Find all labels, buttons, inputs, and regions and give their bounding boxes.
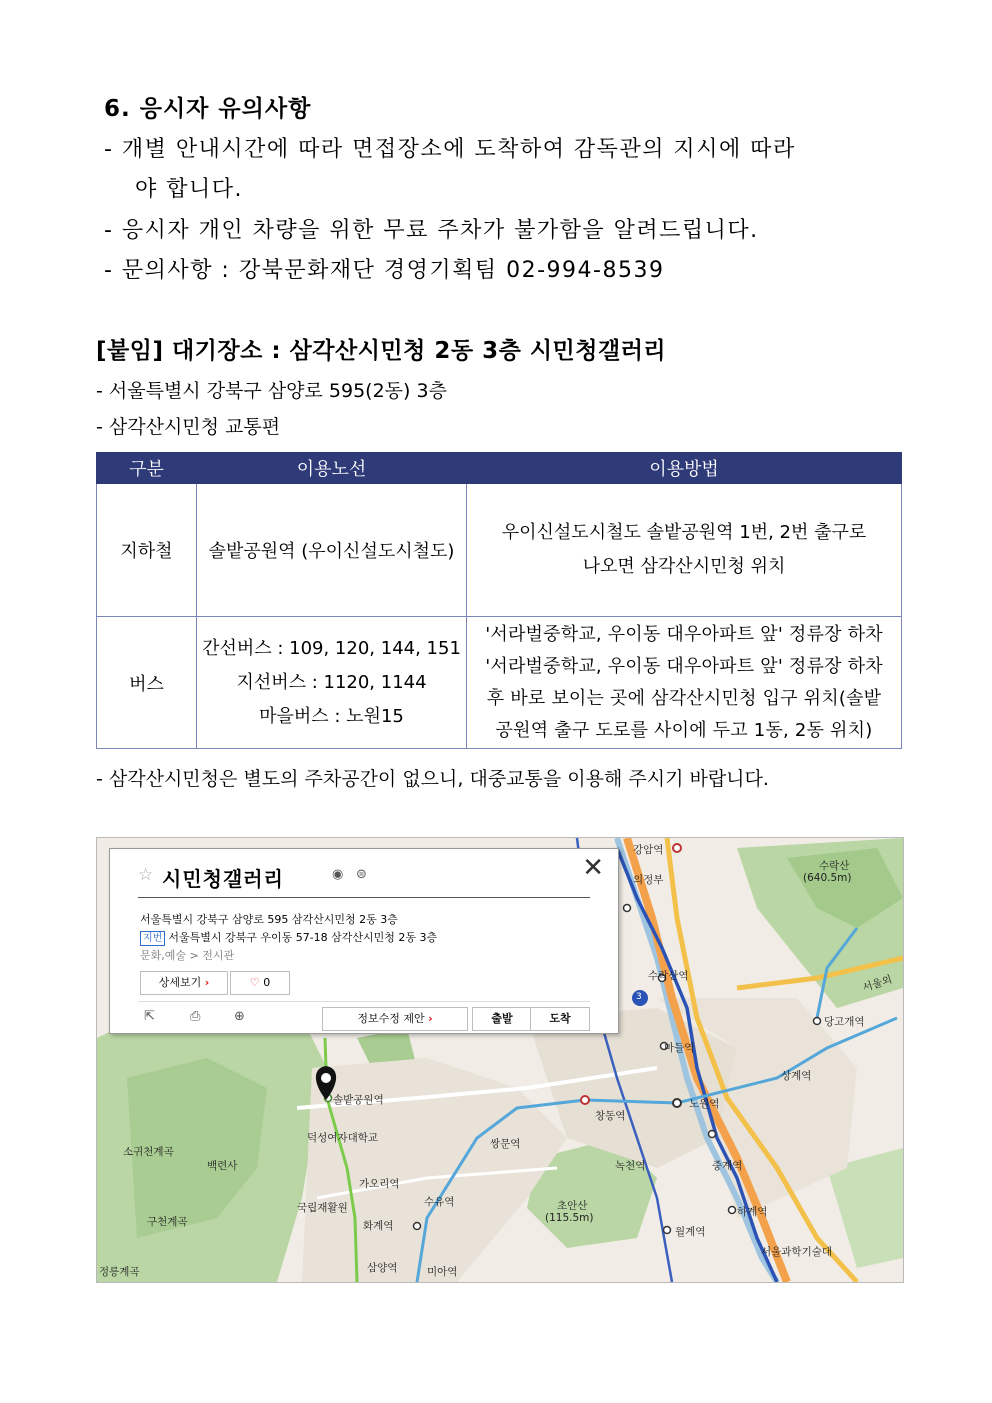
map-label-hwagye: 화계역 [363,1220,394,1232]
jibun-address [140,929,437,946]
bus-route-2: 지선버스 : 1120, 1144 [236,671,427,693]
share-icon[interactable]: ⇱ [144,1009,155,1024]
section-heading: 6. 응시자 유의사항 [104,96,312,122]
bus-method-line-2: '서라벌중학교, 우이동 대우아파트 앞' 정류장 하차 [485,655,883,677]
bus-method [467,617,902,749]
map-label-nowon: 노원역 [689,1098,720,1110]
subway-method-line-1: 우이신설도시철도 솔밭공원역 1번, 2번 출구로 [501,522,867,543]
header-method: 이용방법 [467,453,902,484]
map-label-suraksan-height: (640.5m) [803,872,852,884]
map-label-miya: 미아역 [427,1266,458,1278]
transport-table [96,452,902,749]
bullet-1-cont: 야 합니다. [135,177,243,202]
popup-title: 시민청갤러리 [162,867,284,891]
map-label-baekryeon: 백련사 [207,1160,238,1172]
map-label-line3: 3 [636,992,642,1002]
star-icon[interactable]: ☆ [138,865,154,885]
subway-method [467,484,902,617]
map-label-changdong: 창동역 [595,1110,626,1122]
map-label-nokcheon: 녹천역 [615,1160,646,1172]
bus-type: 버스 [97,617,197,749]
attachment-title: [붙임] 대기장소 : 삼각산시민청 2동 3층 시민청갤러리 [96,338,667,364]
heart-icon: ♡ [249,976,260,989]
map-label-dangogae: 당고개역 [824,1016,865,1028]
header-type: 구분 [97,453,197,484]
map-label-choansan-height: (115.5m) [545,1212,594,1224]
detail-button[interactable] [140,971,228,995]
category: 문화,예술 > 전시관 [140,949,235,962]
zoom-icon[interactable]: ⊕ [234,1009,245,1024]
bus-method-line-1: '서라벌중학교, 우이동 대우아파트 앞' 정류장 하차 [485,623,883,645]
map-label-wolgye: 월계역 [675,1226,706,1238]
header-route: 이용노선 [197,453,467,484]
bus-route-1: 간선버스 : 109, 120, 144, 151 [202,637,461,659]
popup-divider-2 [138,1001,590,1002]
bus-routes [197,617,467,749]
bullet-1: - 개별 안내시간에 따라 면접장소에 도착하여 감독관의 지시에 따라 [104,137,796,162]
parking-note: - 삼각산시민청은 별도의 주차공간이 없으니, 대중교통을 이용해 주시기 바랍니다. [96,768,769,790]
map-label-seoultech: 서울과학기술대 [761,1246,833,1258]
like-count: 0 [263,976,271,989]
map-label-sogwi: 소귀천계곡 [123,1146,174,1158]
map-label-suyu: 수유역 [424,1196,455,1208]
subway-method-line-2: 나오면 삼각산시민청 위치 [582,556,786,577]
map-label-gucheon: 구천계곡 [147,1216,188,1228]
bus-route-3: 마을버스 : 노원15 [259,705,404,727]
chevron-right-icon: › [204,976,210,989]
subway-route: 솔밭공원역 (우이신설도시철도) [197,484,467,617]
print-icon[interactable]: ⎙ [190,1009,201,1024]
map-label-suraksan: 수락산 [819,860,850,872]
map-label-choansan: 초안산 [557,1200,588,1212]
map-label-kukrip: 국립재활원 [297,1202,348,1214]
chevron-right-icon: › [428,1012,433,1025]
bus-method-line-4: 공원역 출구 도로를 사이에 두고 1동, 2동 위치) [495,719,873,741]
bullet-3: - 문의사항 : 강북문화재단 경영기획팀 02-994-8539 [104,258,665,283]
map-label-junggye: 중계역 [712,1160,743,1172]
like-button[interactable] [230,971,290,995]
map-label-sanggye: 상계역 [781,1070,812,1082]
depart-button[interactable]: 출발 [472,1007,532,1031]
subway-type: 지하철 [97,484,197,617]
map-label-ssangmun: 쌍문역 [490,1138,521,1150]
bullet-2: - 응시자 개인 차량을 위한 무료 주차가 불가함을 알려드립니다. [104,218,759,243]
close-icon[interactable]: ✕ [582,853,604,883]
table-row [97,617,902,749]
subway-icon: ◉ [332,867,344,882]
table-row [97,484,902,617]
bus-method-line-3: 후 바로 보이는 곳에 삼각산시민청 입구 위치(솔밭 [486,687,882,709]
popup-divider [138,897,590,898]
place-popup [109,848,619,1034]
map-label-hagye: 하계역 [737,1206,768,1218]
map-label-uijeongbu: 의정부 [633,874,664,886]
transport-label: - 삼각산시민청 교통편 [96,416,281,438]
map-label-solbat: 솔밭공원역 [333,1094,384,1106]
jibun-tag: 지번 [140,931,165,946]
address: - 서울특별시 강북구 삼양로 595(2동) 3층 [96,380,447,402]
arrive-button[interactable]: 도착 [530,1007,590,1031]
detail-button-label: 상세보기 [158,976,202,989]
suggest-edit-label: 정보수정 제안 [357,1012,425,1025]
map-label-jeongreung: 정릉계곡 [99,1266,140,1278]
road-address: 서울특별시 강북구 삼양로 595 삼각산시민청 2동 3층 [140,913,398,926]
map-label-deoksung: 덕성여자대학교 [307,1132,379,1144]
jibun-address-text: 서울특별시 강북구 우이동 57-18 삼각산시민청 2동 3층 [168,931,438,944]
map-label-gaori: 가오리역 [359,1178,400,1190]
map-label-gangam: 강암역 [633,844,664,856]
bus-icon: ⊜ [356,867,367,882]
location-map[interactable] [96,837,904,1283]
map-label-madeul: 마들역 [664,1042,695,1054]
map-label-samyang: 삼양역 [367,1262,398,1274]
map-label-suraksan-station: 수락산역 [648,970,689,982]
suggest-edit-button[interactable] [322,1007,468,1031]
map-label-seoul-outer: 서울외 [861,973,894,995]
